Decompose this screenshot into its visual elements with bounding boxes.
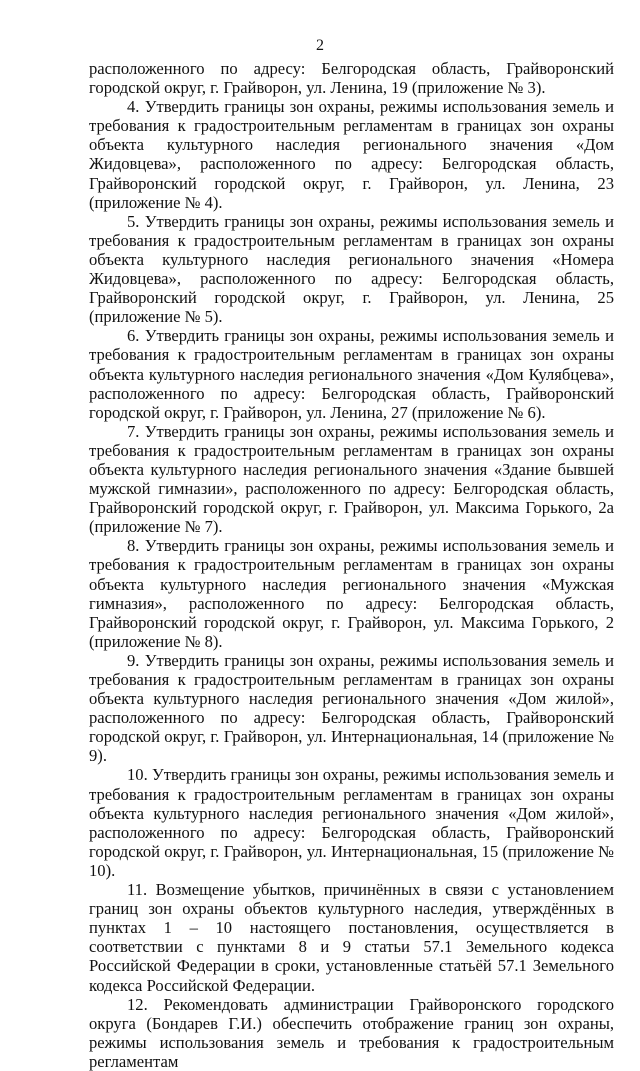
paragraph-item-11: 11. Возмещение убытков, причинённых в связи с установлением границ зон охраны объектов культурного наследия, утверждённых в пунктах 1 – 10 настоящего постановления, осуществляется в соответствии с пунктами 8 и 9 статьи 57.1 Земельного кодекса Российской Федерации в сроки, установленные статьёй 57.1 Земельного кодекса Российской Федерации.	[89, 880, 614, 995]
paragraph-item-6: 6. Утвердить границы зон охраны, режимы использования земель и требования к градостроительным регламентам в границах зон охраны объекта культурного наследия регионального значения «Дом Кулябцева», расположенного по адресу: Белгородская область, Грайворонский городской округ, г. Грайворон, ул. Ленина, 27 (приложение № 6).	[89, 326, 614, 422]
paragraph-item-5: 5. Утвердить границы зон охраны, режимы использования земель и требования к градостроительным регламентам в границах зон охраны объекта культурного наследия регионального значения «Номера Жидовцева», расположенного по адресу: Белгородская область, Грайворонский городской округ, г. Грайворон, ул. Ленина, 25 (приложение № 5).	[89, 211, 614, 327]
paragraph-item-8: 8. Утвердить границы зон охраны, режимы использования земель и требования к градостроительным регламентам в границах зон охраны объекта культурного наследия регионального значения «Мужская гимназия», расположенного по адресу: Белгородская область, Грайворонский городской округ, г. Грайворон, ул. Максима Горького, 2 (приложение № 8).	[89, 536, 614, 651]
paragraph-item-9: 9. Утвердить границы зон охраны, режимы использования земель и требования к градостроительным регламентам в границах зон охраны объекта культурного наследия регионального значения «Дом жилой», расположенного по адресу: Белгородская область, Грайворонский городской округ, г. Грайворон, ул. Интернациональная, 14 (приложение № 9).	[89, 650, 614, 766]
paragraph-item-7: 7. Утвердить границы зон охраны, режимы использования земель и требования к градостроительным регламентам в границах зон охраны объекта культурного наследия регионального значения «Здание бывшей мужской гимназии», расположенного по адресу: Белгородская область, Грайворонский городской округ, г. Грайворон, ул. Максима Горького, 2а (приложение № 7).	[89, 421, 614, 537]
page-number: 2	[316, 37, 324, 54]
paragraph-item-3-continuation: расположенного по адресу: Белгородская область, Грайворонский городской округ, г. Грайворон, ул. Ленина, 19 (приложение № 3).	[89, 59, 614, 98]
document-body	[89, 59, 614, 1071]
paragraph-item-10: 10. Утвердить границы зон охраны, режимы использования земель и требования к градостроительным регламентам в границах зон охраны объекта культурного наследия регионального значения «Дом жилой», расположенного по адресу: Белгородская область, Грайворонский городской округ, г. Грайворон, ул. Интернациональная, 15 (приложение № 10).	[89, 765, 614, 880]
paragraph-item-12: 12. Рекомендовать администрации Грайворонского городского округа (Бондарев Г.И.) обеспечить отображение границ зон охраны, режимы использования земель и требования к градостроительным регламентам	[89, 994, 614, 1071]
paragraph-item-4: 4. Утвердить границы зон охраны, режимы использования земель и требования к градостроительным регламентам в границах зон охраны объекта культурного наследия регионального значения «Дом Жидовцева», расположенного по адресу: Белгородская область, Грайворонский городской округ, г. Грайворон, ул. Ленина, 23 (приложение № 4).	[89, 97, 614, 212]
